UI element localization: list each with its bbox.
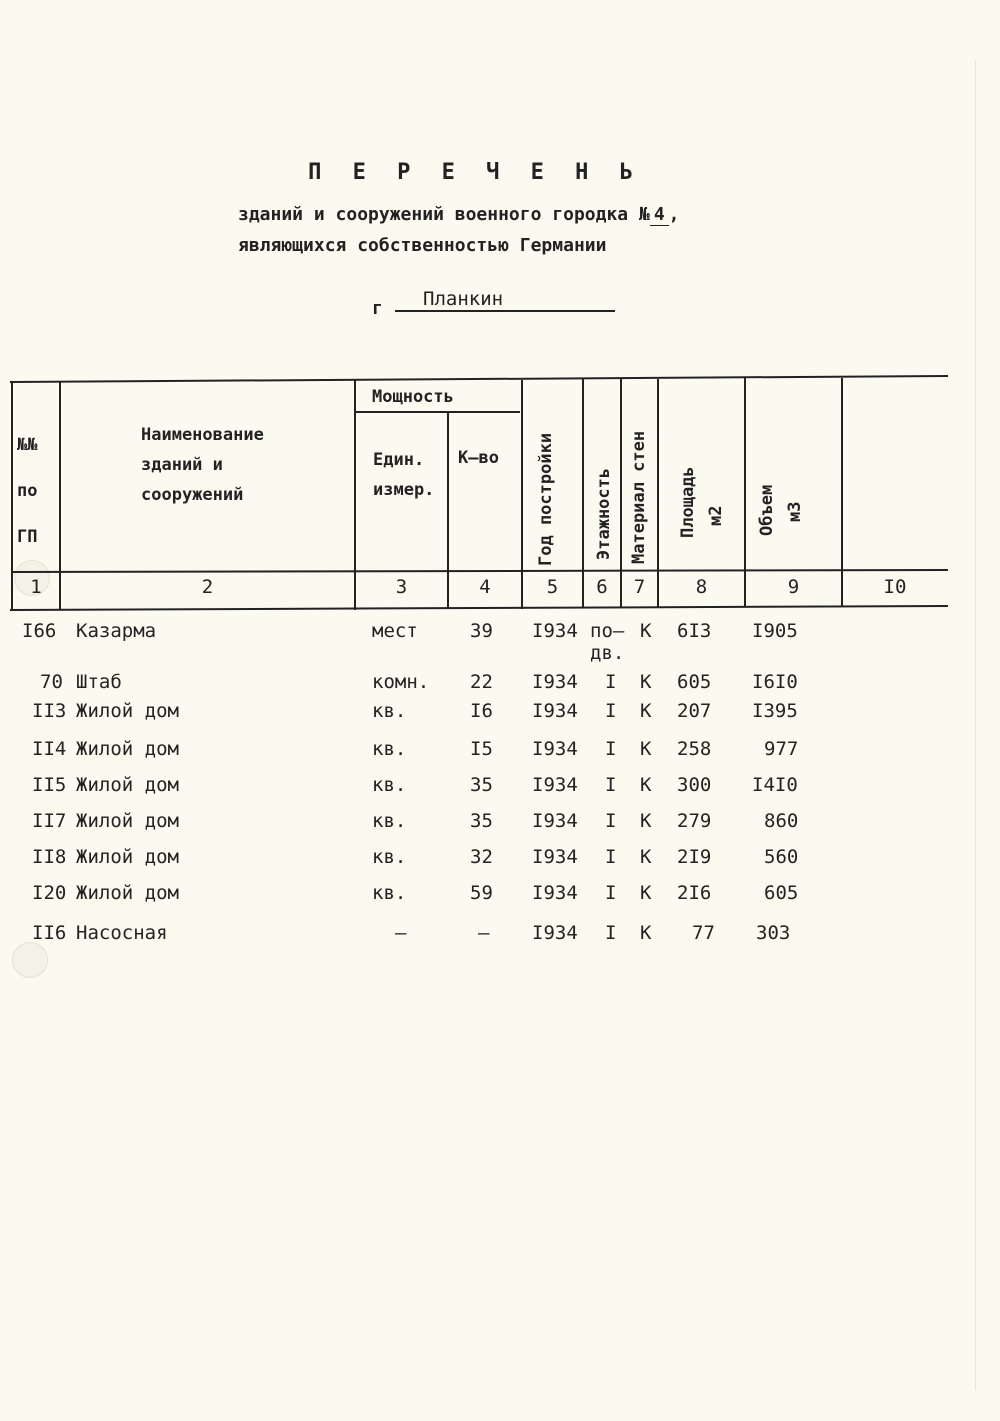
row-area: 2I6 — [677, 882, 712, 904]
table-row — [0, 671, 950, 701]
row-year: I934 — [532, 922, 578, 944]
row-year: I934 — [532, 620, 578, 642]
row-material: К — [640, 810, 652, 832]
row-volume: I905 — [752, 620, 798, 642]
row-area: 6I3 — [677, 620, 712, 642]
colnum-8: 8 — [695, 576, 708, 598]
row-num: II3 — [32, 700, 67, 722]
table-row — [0, 774, 950, 804]
row-area: 77 — [692, 922, 715, 944]
header-area-unit: м2 — [706, 505, 726, 526]
row-floors: I — [605, 882, 617, 904]
header-name: Наименование зданий и сооружений — [141, 425, 264, 505]
row-qty: 35 — [470, 810, 493, 832]
colnum-1: 1 — [30, 576, 42, 598]
row-unit: кв. — [372, 846, 407, 868]
colnum-5: 5 — [546, 576, 559, 598]
table-row — [0, 620, 950, 664]
row-unit: кв. — [372, 810, 407, 832]
row-qty: 59 — [470, 882, 493, 904]
row-material: К — [640, 774, 652, 796]
row-name: Жилой дом — [76, 700, 179, 722]
row-area: 605 — [677, 671, 712, 693]
table-bottom-border — [10, 606, 948, 610]
header-volume: Объем — [757, 484, 777, 536]
row-floors: I — [605, 671, 617, 693]
header-material: Материал стен — [629, 430, 649, 564]
row-material: К — [640, 846, 652, 868]
header-volume-unit: м3 — [785, 501, 805, 522]
colnum-divider — [12, 570, 948, 572]
document-title: П Е Р Е Ч Е Н Ь — [308, 160, 642, 185]
subtitle-prefix: зданий и сооружений военного городка № — [238, 204, 650, 225]
table-row — [0, 882, 950, 912]
header-area: Площадь — [678, 466, 698, 538]
row-volume: 605 — [764, 882, 799, 904]
row-num: II5 — [32, 774, 67, 796]
colnum-7: 7 — [633, 576, 646, 598]
table-row — [0, 738, 950, 768]
row-num: II7 — [32, 810, 67, 832]
row-num: II4 — [32, 738, 67, 760]
row-name: Жилой дом — [76, 774, 179, 796]
row-name: Жилой дом — [76, 738, 179, 760]
row-year: I934 — [532, 846, 578, 868]
header-year: Год постройки — [536, 432, 556, 566]
row-material: К — [640, 620, 652, 642]
row-qty: – — [478, 922, 490, 944]
colnum-3: 3 — [395, 576, 408, 598]
row-name: Жилой дом — [76, 882, 179, 904]
table-row — [0, 922, 950, 952]
colnum-4: 4 — [479, 576, 491, 598]
row-volume: 303 — [756, 922, 791, 944]
colnum-10: I0 — [883, 576, 907, 598]
row-qty: I6 — [470, 700, 493, 722]
table-row — [0, 810, 950, 840]
city-label: г — [372, 298, 383, 319]
row-unit: комн. — [372, 671, 430, 693]
row-area: 258 — [677, 738, 712, 760]
row-floors-line2: дв. — [590, 642, 625, 664]
row-qty: 39 — [470, 620, 493, 642]
row-volume: I395 — [752, 700, 798, 722]
row-floors: по– — [590, 620, 625, 642]
row-num: II6 — [32, 922, 67, 944]
row-area: 2I9 — [677, 846, 712, 868]
colnum-6: 6 — [596, 576, 608, 598]
row-unit: мест — [372, 620, 418, 642]
header-floors: Этажность — [594, 467, 614, 560]
row-unit: кв. — [372, 882, 407, 904]
row-material: К — [640, 922, 652, 944]
row-name: Штаб — [76, 671, 122, 693]
row-name: Казарма — [76, 620, 157, 642]
row-year: I934 — [532, 700, 578, 722]
row-floors: I — [605, 922, 617, 944]
city-value: Планкин — [395, 288, 615, 312]
row-unit: кв. — [372, 700, 407, 722]
table-row — [0, 846, 950, 876]
town-number: 4 — [650, 204, 669, 226]
colnum-9: 9 — [787, 576, 800, 598]
row-area: 207 — [677, 700, 712, 722]
row-year: I934 — [532, 810, 578, 832]
header-qty: К–во — [458, 448, 499, 468]
row-unit: кв. — [372, 774, 407, 796]
table-top-border — [10, 376, 948, 382]
row-num: I20 — [32, 882, 67, 904]
row-qty: I5 — [470, 738, 493, 760]
row-volume: 560 — [764, 846, 799, 868]
row-floors: I — [605, 700, 617, 722]
row-qty: 22 — [470, 671, 493, 693]
row-floors: I — [605, 846, 617, 868]
row-name: Жилой дом — [76, 810, 179, 832]
row-year: I934 — [532, 671, 578, 693]
row-year: I934 — [532, 882, 578, 904]
row-num: I66 — [22, 620, 57, 642]
row-material: К — [640, 882, 652, 904]
row-volume: 977 — [764, 738, 799, 760]
row-area: 279 — [677, 810, 712, 832]
row-material: К — [640, 700, 652, 722]
subtitle-suffix: , — [668, 204, 680, 225]
row-material: К — [640, 738, 652, 760]
row-floors: I — [605, 774, 617, 796]
row-name: Насосная — [76, 922, 168, 944]
colnum-2: 2 — [201, 576, 214, 598]
row-floors: I — [605, 738, 617, 760]
row-qty: 35 — [470, 774, 493, 796]
header-capacity: Мощность — [372, 387, 454, 407]
row-num: II8 — [32, 846, 67, 868]
row-unit: кв. — [372, 738, 407, 760]
row-floors: I — [605, 810, 617, 832]
row-volume: 860 — [764, 810, 799, 832]
row-unit: – — [395, 922, 407, 944]
row-year: I934 — [532, 774, 578, 796]
header-unit: Един. измер. — [373, 450, 435, 500]
header-num: №№ по ГП — [17, 435, 38, 547]
table-row — [0, 700, 950, 730]
row-qty: 32 — [470, 846, 493, 868]
row-num: 70 — [40, 671, 63, 693]
row-name: Жилой дом — [76, 846, 179, 868]
row-volume: I4I0 — [752, 774, 798, 796]
document-subtitle-line2: являющихся собственностью Германии — [238, 235, 607, 256]
row-year: I934 — [532, 738, 578, 760]
row-material: К — [640, 671, 652, 693]
row-area: 300 — [677, 774, 712, 796]
row-volume: I6I0 — [752, 671, 798, 693]
